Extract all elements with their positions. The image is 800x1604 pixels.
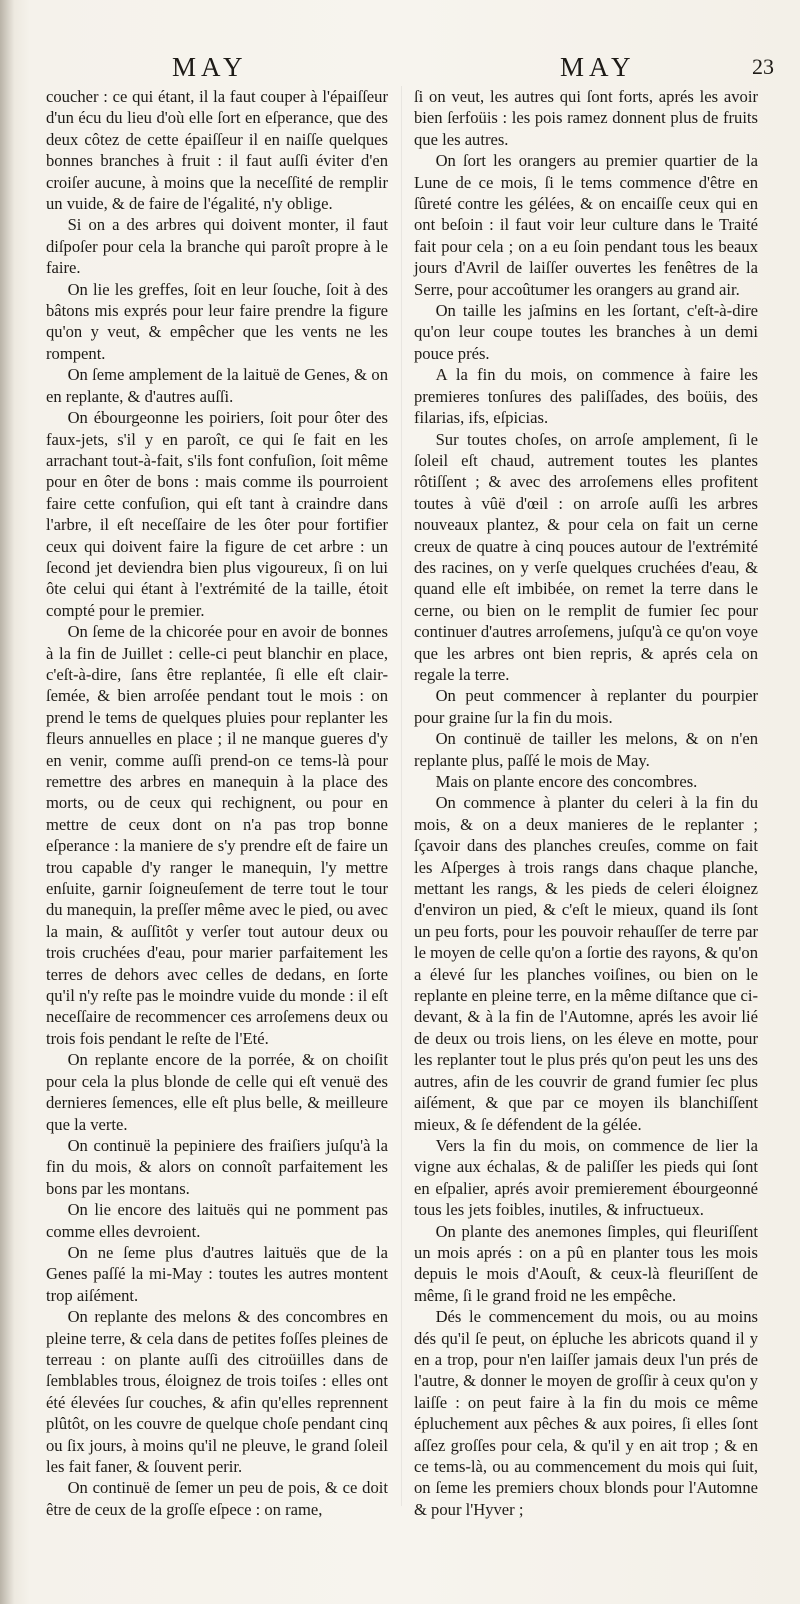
column-gutter bbox=[401, 86, 402, 1506]
paragraph: On ſort les orangers au premier quartier de la Lune de ce mois, ſi le tems commence d'être en ſûreté contre les gélées, & on encaiſſe ceux qui en ont beſoin : il faut voir leur culture dans le Traité fait pour cela ; on a eu ſoin pendant tous les beaux jours d'Avril de laiſſer ouvertes les fenêtres de la Serre, pour accoûtumer les orangers au grand air. bbox=[414, 151, 758, 299]
paragraph: On replante encore de la porrée, & on choiſit pour cela la plus blonde de celle qui eſt venuë des dernieres ſemences, elle eſt plus belle, & meilleure que la verte. bbox=[46, 1050, 388, 1134]
paragraph: On ſeme amplement de la laituë de Genes, & on en replante, & d'autres auſſi. bbox=[46, 365, 388, 406]
paragraph: Vers la fin du mois, on commence de lier la vigne aux échalas, & de paliſſer les pieds qui ſont en eſpalier, aprés avoir premierement ébourgeonné tous les jets foibles, inutiles, & infructueux. bbox=[414, 1135, 758, 1220]
paragraph: Mais on plante encore des concombres. bbox=[435, 772, 698, 791]
paragraph: On lie encore des laituës qui ne pomment pas comme elles devroient. bbox=[46, 1200, 388, 1241]
paragraph: On ſeme de la chicorée pour en avoir de bonnes à la fin de Juillet : celle-ci peut blanchir en place, c'eſt-à-dire, ſans être replantée, ſi elle eſt clair-ſemée, & bien arroſée pendant tout le mois : on prend le tems de quelques pluies pour replanter les fleurs annuelles en place ; il ne manque gueres d'y en venir, comme auſſi prend-on ce tems-là pour remettre des arbres en manequin à la place des morts, ou de ceux qui rechignent, ou pour en mettre de ceux dont on n'a pas trop bonne eſperance : la maniere de s'y prendre eſt de faire un trou capable d'y ranger le manequin, l'y mettre enſuite, garnir ſoigneuſement de terre tout le tour du manequin, la preſſer même avec le pied, ou avec la main, & auſſitôt y verſer tout autour deux ou trois cruchées d'eau, pour marier parfaitement les terres de dehors avec celles de dedans, en ſorte qu'il n'y reſte pas le moindre vuide du monde : il eſt neceſſaire de recommencer ces arroſemens deux ou trois fois pendant le reſte de l'Eté. bbox=[46, 622, 388, 1048]
paragraph: On taille les jaſmins en les ſortant, c'eſt-à-dire qu'on leur coupe toutes les branches à un demi pouce prés. bbox=[414, 301, 758, 363]
right-text-column bbox=[414, 86, 758, 1520]
paragraph: ſi on veut, les autres qui ſont forts, aprés les avoir bien ſerfoüis : les pois ramez donnent plus de fruits que les autres. bbox=[414, 87, 758, 149]
paragraph: On replante des melons & des concombres en pleine terre, & cela dans de petites foſſes pleines de terreau : on plante auſſi des citroüilles dans de ſemblables trous, éloignez de trois toiſes : elles ont été élevées ſur couches, & afin qu'elles reprennent plûtôt, on les couvre de quelque choſe pendant cinq ou ſix jours, à moins qu'il ne pleuve, le grand ſoleil les fait faner, & ſouvent perir. bbox=[46, 1307, 388, 1476]
running-head-left: MAY bbox=[172, 52, 248, 82]
paragraph: On lie les greffes, ſoit en leur ſouche, ſoit à des bâtons mis exprés pour leur faire prendre la figure qu'on y veut, & empêcher que les vents ne les rompent. bbox=[46, 279, 388, 363]
paragraph: Dés le commencement du mois, ou au moins dés qu'il ſe peut, on épluche les abricots quand il y en a trop, pour n'en laiſſer jamais deux l'un prés de l'autre, & donner le moyen de groſſir à ceux qu'on y laiſſe : on peut faire à la fin du mois ce même épluchement aux pêches & aux poires, ſi elles ſont aſſez groſſes pour cela, & qu'il y en ait trop ; & en ce tems-là, ou au commencement du mois qui ſuit, on ſeme les premiers choux blonds pour l'Automne & pour l'Hyver ; bbox=[414, 1307, 758, 1519]
paragraph: On ne ſeme plus d'autres laituës que de la Genes paſſé la mi-May : toutes les autres montent trop aiſément. bbox=[46, 1242, 388, 1305]
paragraph: On commence à planter du celeri à la fin du mois, & on a deux manieres de le replanter ; ſçavoir dans des planches creuſes, comme on fait les Aſperges à trois rangs dans chaque planche, mettant les rangs, & les pieds de celeri éloignez d'environ un pied, & c'eſt le mieux, quand ils ſont un peu forts, pour les pouvoir rehauſſer de terre par le moyen de celle qu'on a ſortie des rayons, & qu'on a élevé ſur les planches voiſines, ou bien on le replante en pleine terre, en la même diſtance que ci-devant, & à la fin de l'Automne, aprés les avoir lié de deux ou trois liens, on les éleve en motte, pour les replanter tout le plus prés qu'on peut les uns des autres, afin de les couvrir de grand fumier ſec plus aiſément, & que par ce moyen ils blanchiſſent mieux, & ſe défendent de la gélée. bbox=[414, 793, 758, 1134]
page-number: 23 bbox=[752, 54, 774, 79]
paragraph: On peut commencer à replanter du pourpier pour graine ſur la fin du mois. bbox=[414, 686, 758, 727]
paragraph: Si on a des arbres qui doivent monter, il faut diſpoſer pour cela la branche qui paroît propre à le faire. bbox=[46, 215, 388, 278]
paragraph: On ébourgeonne les poiriers, ſoit pour ôter des faux-jets, s'il y en paroît, ce qui ſe fait en les arrachant tout-à-fait, s'ils font confuſion, ſoit même pour en ôter de bons : mais comme ils pourroient faire cette confuſion, qui eſt tant à craindre dans l'arbre, il eſt neceſſaire de les ôter pour fortifier ceux qui doivent faire la figure de cet arbre : un ſecond jet deviendra bien plus vigoureux, ſi on lui ôte celui qui étant à l'extrémité de la taille, étoit compté pour le premier. bbox=[46, 408, 388, 620]
paragraph: Sur toutes choſes, on arroſe amplement, ſi le ſoleil eſt chaud, autrement toutes les plantes rôtiſſent ; & avec des arroſemens elles profitent toutes à vûë d'œil : on arroſe auſſi les arbres nouveaux plantez, & pour cela on fait un cerne creux de quatre à cinq pouces autour de l'extrémité des racines, on y verſe quelques cruchées d'eau, & quand elle eſt imbibée, on remet la terre dans le cerne, ou bien on le remplit de fumier ſec pour continuer d'autres arroſemens, juſqu'à ce qu'on voye que les arbres ont bien repris, & aprés cela on regale la terre. bbox=[414, 429, 758, 684]
paragraph: coucher : ce qui étant, il la faut couper à l'épaiſſeur d'un écu du lieu d'où elle ſort en eſperance, que des deux côtez de cette épaiſſeur il en naiſſe quelques bonnes branches à fruit : il faut auſſi éviter d'en croiſer aucune, à moins que la neceſſité de remplir un vuide, & de faire de l'égalité, n'y oblige. bbox=[46, 87, 388, 214]
paragraph: On continuë la pepiniere des fraiſiers juſqu'à la fin du mois, & alors on connoît parfaitement les bons par les montans. bbox=[46, 1135, 388, 1198]
paragraph: On plante des anemones ſimples, qui fleuriſſent un mois aprés : on a pû en planter tous les mois depuis le mois d'Aouſt, & ceux-là fleuriſſent de même, ſi le grand froid ne les empêche. bbox=[414, 1221, 758, 1305]
paragraph: On continuë de tailler les melons, & on n'en replante plus, paſſé le mois de May. bbox=[414, 729, 758, 770]
running-head-right: MAY bbox=[560, 52, 636, 82]
paragraph: On continuë de ſemer un peu de pois, & ce doit être de ceux de la groſſe eſpece : on rame, bbox=[46, 1478, 388, 1519]
book-spine-shadow bbox=[0, 0, 14, 1604]
left-text-column bbox=[46, 86, 388, 1520]
paragraph: A la fin du mois, on commence à faire les premieres tonſures des paliſſades, des boüis, des filarias, ifs, eſpicias. bbox=[414, 365, 758, 428]
